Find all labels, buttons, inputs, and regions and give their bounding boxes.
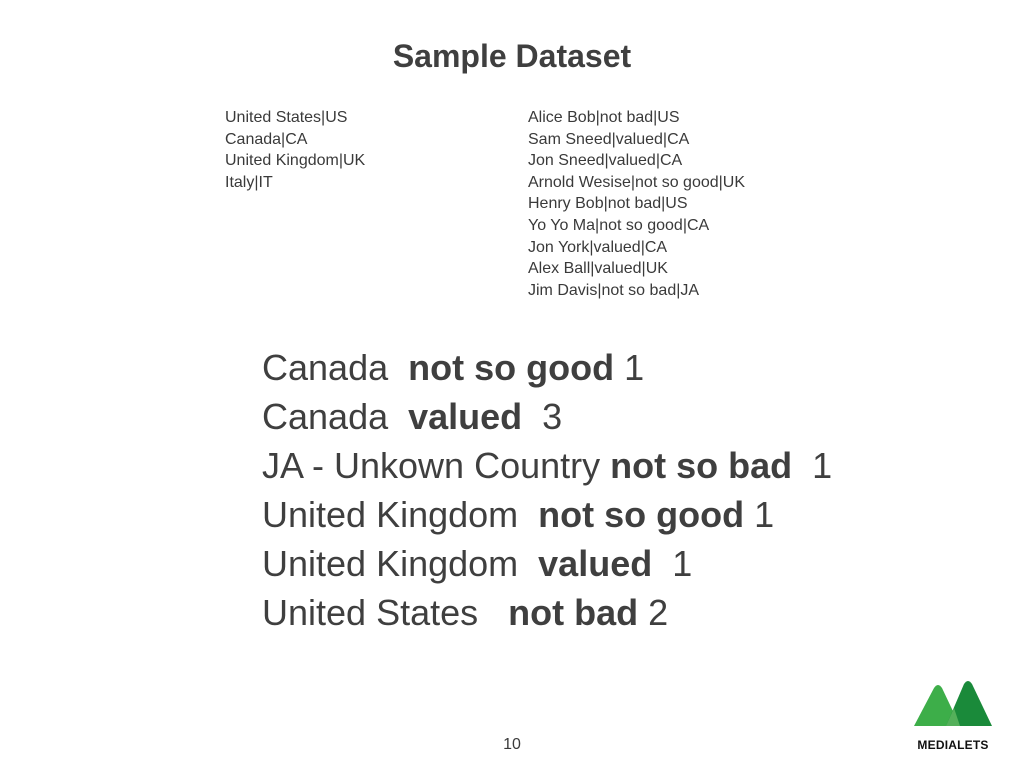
person-entry: Jon York|valued|CA [528,238,668,256]
result-country: Canada [262,347,409,388]
aggregated-results-list [262,343,832,637]
result-rating: valued [538,543,653,584]
country-code-list [225,107,365,193]
result-country: Canada [262,396,409,437]
slide-title: Sample Dataset [392,38,632,74]
result-rating: not bad [508,592,639,633]
logo-wordmark: MEDIALETS [917,738,989,752]
result-row [262,343,832,392]
result-row [262,490,832,539]
result-count: 1 [792,445,833,486]
person-entry: Alex Ball|valued|UK [528,260,668,278]
result-count: 1 [614,347,645,388]
country-entry: United Kingdom|UK [225,152,366,170]
person-entry: Yo Yo Ma|not so good|CA [528,216,710,234]
medialets-m-icon [910,676,996,732]
country-entry: United States|US [225,109,348,126]
result-count: 3 [522,396,563,437]
result-rating: not so good [538,494,745,535]
country-entry: Canada|CA [225,130,308,148]
result-country: United Kingdom [262,543,539,584]
person-entry: Sam Sneed|valued|CA [528,130,690,148]
result-row [262,441,832,490]
person-entry: Arnold Wesise|not so good|UK [528,173,746,191]
people-rating-list [528,107,745,301]
result-row [262,588,832,637]
result-count: 1 [744,494,775,535]
medialets-logo [910,676,996,756]
result-count: 2 [638,592,669,633]
person-entry: Alice Bob|not bad|US [528,109,680,126]
result-row [262,392,832,441]
person-entry: Jim Davis|not so bad|JA [528,281,700,299]
result-row [262,539,832,588]
result-country: United Kingdom [262,494,539,535]
page-number: 10 [503,736,521,753]
result-rating: valued [408,396,523,437]
result-rating: not so bad [610,445,793,486]
person-entry: Jon Sneed|valued|CA [528,152,683,170]
result-country: United States [262,592,509,633]
result-count: 1 [652,543,693,584]
result-country: JA - Unkown Country [262,445,611,486]
country-entry: Italy|IT [225,173,273,191]
person-entry: Henry Bob|not bad|US [528,195,688,213]
result-rating: not so good [408,347,615,388]
